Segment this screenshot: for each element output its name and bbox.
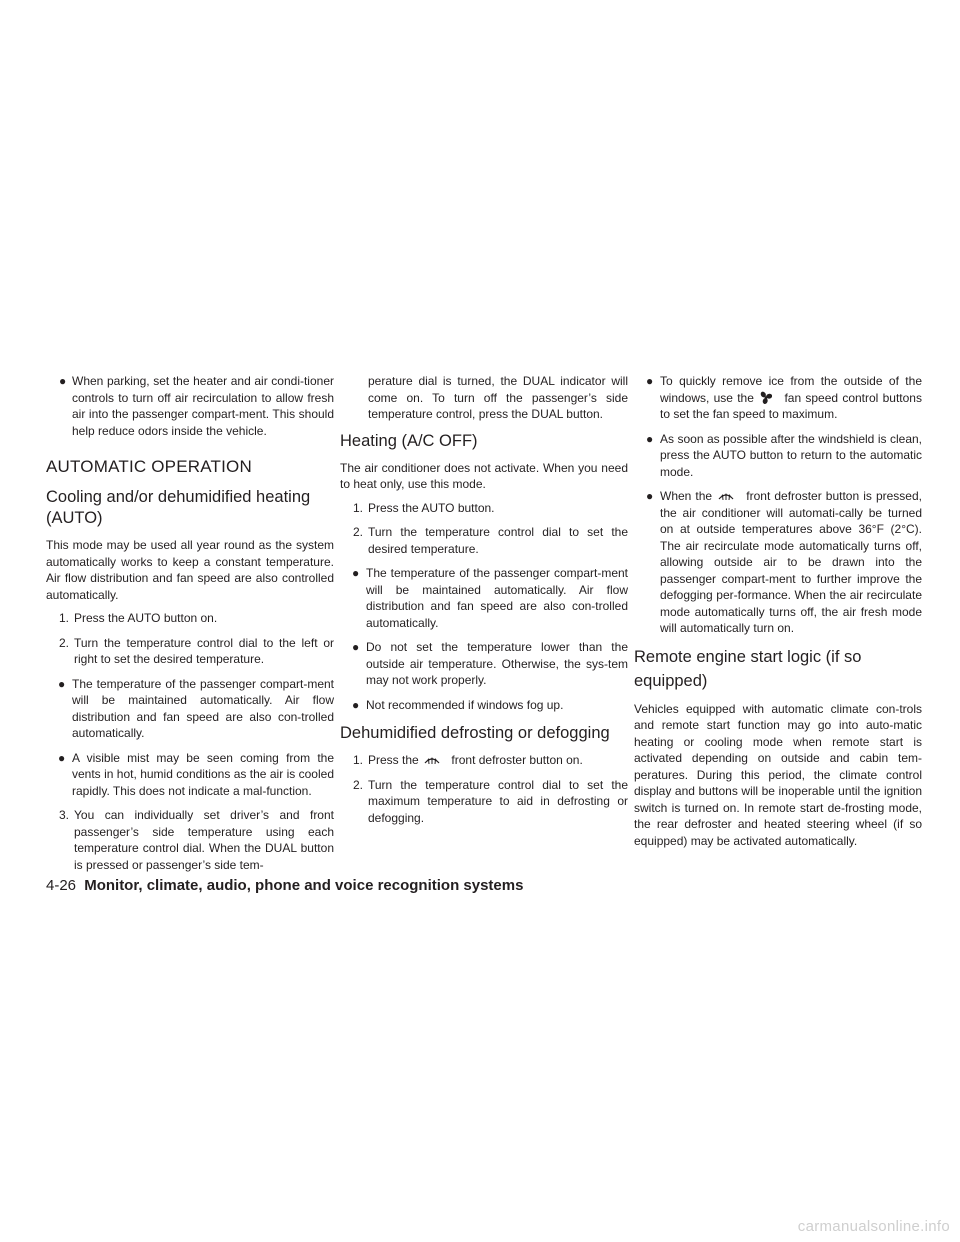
bullet-mark: ● (646, 374, 654, 388)
step-item (340, 752, 628, 769)
step-number: 1. (353, 500, 364, 515)
bullet-text: The temperature of the passenger compart-ment will be maintained automatically. Air flow distribution and fan speed are also con-trolled automatically. (366, 566, 628, 630)
step-item (46, 610, 334, 627)
bullet-text: The temperature of the passenger compart-ment will be maintained automatically. Air flow distribution and fan speed are also con-trolled automatically. (72, 676, 334, 740)
bullet-mark: ● (646, 489, 654, 503)
step-item (340, 500, 628, 517)
bullet-mark: ● (352, 640, 360, 654)
bullet-text-before-icon: When the (660, 489, 713, 503)
bullet-item (46, 373, 334, 439)
bullet-text: Do not set the temperature lower than the outside air temperature. Otherwise, the sys-tem may not work properly. (366, 640, 628, 687)
bullet-text: As soon as possible after the windshield is clean, press the AUTO button to return to the automatic mode. (660, 431, 922, 479)
column-2 (340, 373, 628, 834)
subsection-heading: Remote engine start logic (if so equipped) (634, 647, 862, 690)
step-item (340, 777, 628, 827)
bullet-item (46, 676, 334, 742)
column-3 (634, 373, 922, 853)
subsection-heading: Heating (A/C OFF) (340, 431, 478, 450)
bullet-mark: ● (59, 374, 67, 388)
step-text: Press the AUTO button on. (74, 611, 218, 625)
front-defroster-icon (718, 490, 734, 502)
continuation-text: perature dial is turned, the DUAL indicator will come on. To turn off the passenger’s side temperature control, press the DUAL button. (368, 374, 628, 421)
section-title: Monitor, climate, audio, phone and voice recognition systems (84, 877, 524, 894)
step-item (46, 635, 334, 668)
step-text-after-icon: front defroster button on. (451, 753, 583, 767)
bullet-item (634, 431, 922, 481)
step-continuation (340, 373, 628, 423)
bullet-text-before-icon: To quickly remove ice from the outside of the windows, use the (660, 374, 922, 405)
remote-paragraph: Vehicles equipped with automatic climate con-trols and remote start function may go into auto-matic heating or cooling mode when remote start is activated depending on outside and cabin tem-peratures. During this period, the climate control display and buttons will be inoperable until the ignition switch is turned on. In remote start de-frosting mode, the rear defroster and heated steering wheel (if so equipped) may be activated automatically. (634, 701, 922, 848)
page-number: 4-26 (46, 877, 77, 894)
step-number: 3. (59, 808, 70, 822)
bullet-item (634, 488, 922, 637)
step-number: 1. (59, 611, 70, 625)
step-item (46, 807, 334, 873)
subsection-heading: Cooling and/or dehumidified heating (AUTO) (46, 488, 311, 527)
bullet-item (340, 697, 628, 714)
column-1 (46, 373, 334, 873)
bullet-text: Not recommended if windows fog up. (366, 697, 564, 712)
bullet-mark: ● (352, 697, 360, 712)
watermark: carmanualsonline.info (797, 1218, 950, 1235)
bullet-mark: ● (646, 431, 654, 446)
bullet-text-after-icon: front defroster button is pressed, the air conditioner will automati-cally be turned on at outside temperatures above 36°F (2°C). The air recirculate mode automatically turns off, allowing outside air to be drawn into the passenger compart-ment to further improve the defogging per-formance. When the air recirculate mode automatically turns off, the air fresh mode will automatically turn on. (660, 489, 922, 635)
bullet-mark: ● (58, 676, 66, 691)
bullet-text: A visible mist may be seen coming from the vents in hot, humid conditions as the air is cooled rapidly. This does not indicate a mal-function. (72, 750, 334, 798)
subsection-heading: Dehumidified defrosting or defogging (340, 724, 610, 742)
fan-icon (760, 391, 772, 404)
bullet-item (340, 639, 628, 689)
step-text: You can individually set driver’s and front passenger’s side temperature using each temperature control dial. When the DUAL button is pressed or passenger’s side tem- (74, 808, 334, 872)
step-text: Turn the temperature control dial to set the maximum temperature to aid in defrosting or defogging. (368, 777, 628, 825)
step-text: Press the AUTO button. (368, 500, 495, 515)
bullet-item (340, 565, 628, 631)
step-number: 2. (353, 777, 364, 792)
bullet-mark: ● (58, 750, 66, 765)
bullet-item (46, 750, 334, 800)
heating-intro: The air conditioner does not activate. When you need to heat only, use this mode. (340, 460, 628, 491)
front-defroster-icon (424, 754, 440, 766)
step-text: Turn the temperature control dial to the left or right to set the desired temperature. (74, 635, 334, 666)
step-text-before-icon: Press the (368, 753, 419, 767)
bullet-text: When parking, set the heater and air condi-tioner controls to turn off air recirculation to allow fresh air into the passenger compart-ment. This should help reduce odors inside the vehicle. (72, 374, 334, 438)
page-footer (46, 877, 523, 894)
bullet-item (634, 373, 922, 423)
bullet-text-after-icon: fan speed control buttons to set the fan speed to maximum. (660, 390, 922, 421)
step-number: 2. (353, 525, 364, 539)
step-text: Turn the temperature control dial to set the desired temperature. (368, 525, 628, 556)
step-number: 1. (353, 753, 364, 767)
intro-paragraph: This mode may be used all year round as the system automatically works to keep a constant temperature. Air flow distribution and fan speed are also controlled automatically. (46, 538, 334, 602)
step-number: 2. (59, 635, 70, 650)
bullet-mark: ● (352, 566, 360, 580)
step-item (340, 524, 628, 557)
section-heading: AUTOMATIC OPERATION (46, 457, 252, 476)
